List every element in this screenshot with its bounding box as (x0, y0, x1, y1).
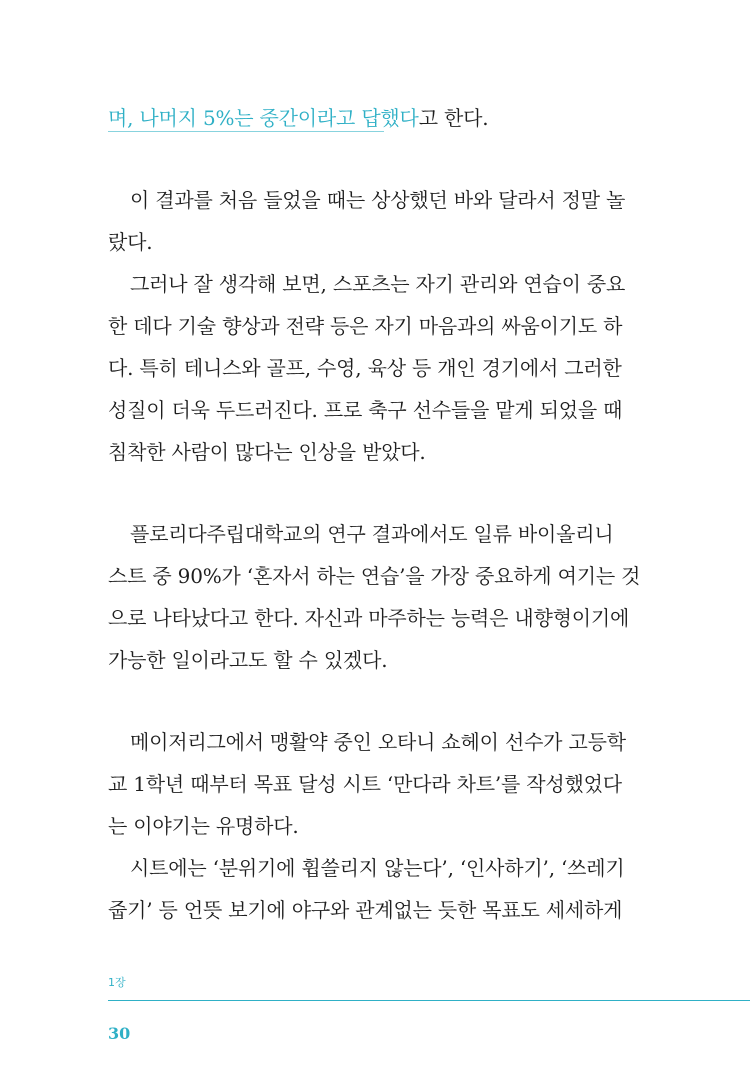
text-line-first (108, 104, 584, 132)
paragraph-line: 으로 나타났다고 한다. 자신과 마주하는 능력은 내향형이기에 (108, 606, 630, 630)
paragraph-line: 줍기’ 등 언뜻 보기에 야구와 관계없는 듯한 목표도 세세하게 (108, 898, 623, 922)
paragraph-line: 랐다. (108, 230, 153, 254)
paragraph-line: 스트 중 90%가 ‘혼자서 하는 연습’을 가장 중요하게 여기는 것 (108, 564, 641, 588)
text-line-rest: 고 한다. (418, 106, 489, 130)
paragraph-line: 시트에는 ‘분위기에 휩쓸리지 않는다’, ‘인사하기’, ‘쓰레기 (130, 856, 625, 880)
paragraph-line: 이 결과를 처음 들었을 때는 상상했던 바와 달라서 정말 놀 (130, 188, 626, 212)
paragraph-line: 는 이야기는 유명하다. (108, 814, 299, 838)
paragraph-line: 침착한 사람이 많다는 인상을 받았다. (108, 440, 426, 464)
paragraph-line: 메이저리그에서 맹활약 중인 오타니 쇼헤이 선수가 고등학 (130, 730, 626, 754)
paragraph-line: 플로리다주립대학교의 연구 결과에서도 일류 바이올리니 (130, 522, 614, 546)
paragraph-line: 다. 특히 테니스와 골프, 수영, 육상 등 개인 경기에서 그러한 (108, 356, 622, 380)
paragraph-line: 한 데다 기술 향상과 전략 등은 자기 마음과의 싸움이기도 하 (108, 314, 623, 338)
page-number: 30 (108, 1024, 131, 1043)
paragraph-line: 그러나 잘 생각해 보면, 스포츠는 자기 관리와 연습이 중요 (130, 272, 626, 296)
chapter-label: 1장 (108, 976, 126, 989)
footer-divider (108, 1000, 750, 1001)
paragraph-line: 성질이 더욱 두드러진다. 프로 축구 선수들을 맡게 되었을 때 (108, 398, 623, 422)
paragraph-line: 교 1학년 때부터 목표 달성 시트 ‘만다라 차트’를 작성했었다 (108, 772, 622, 796)
paragraph-line: 가능한 일이라고도 할 수 있겠다. (108, 648, 388, 672)
highlight-underline (108, 131, 384, 132)
highlighted-text: 며, 나머지 5%는 중간이라고 답했다 (108, 106, 419, 130)
